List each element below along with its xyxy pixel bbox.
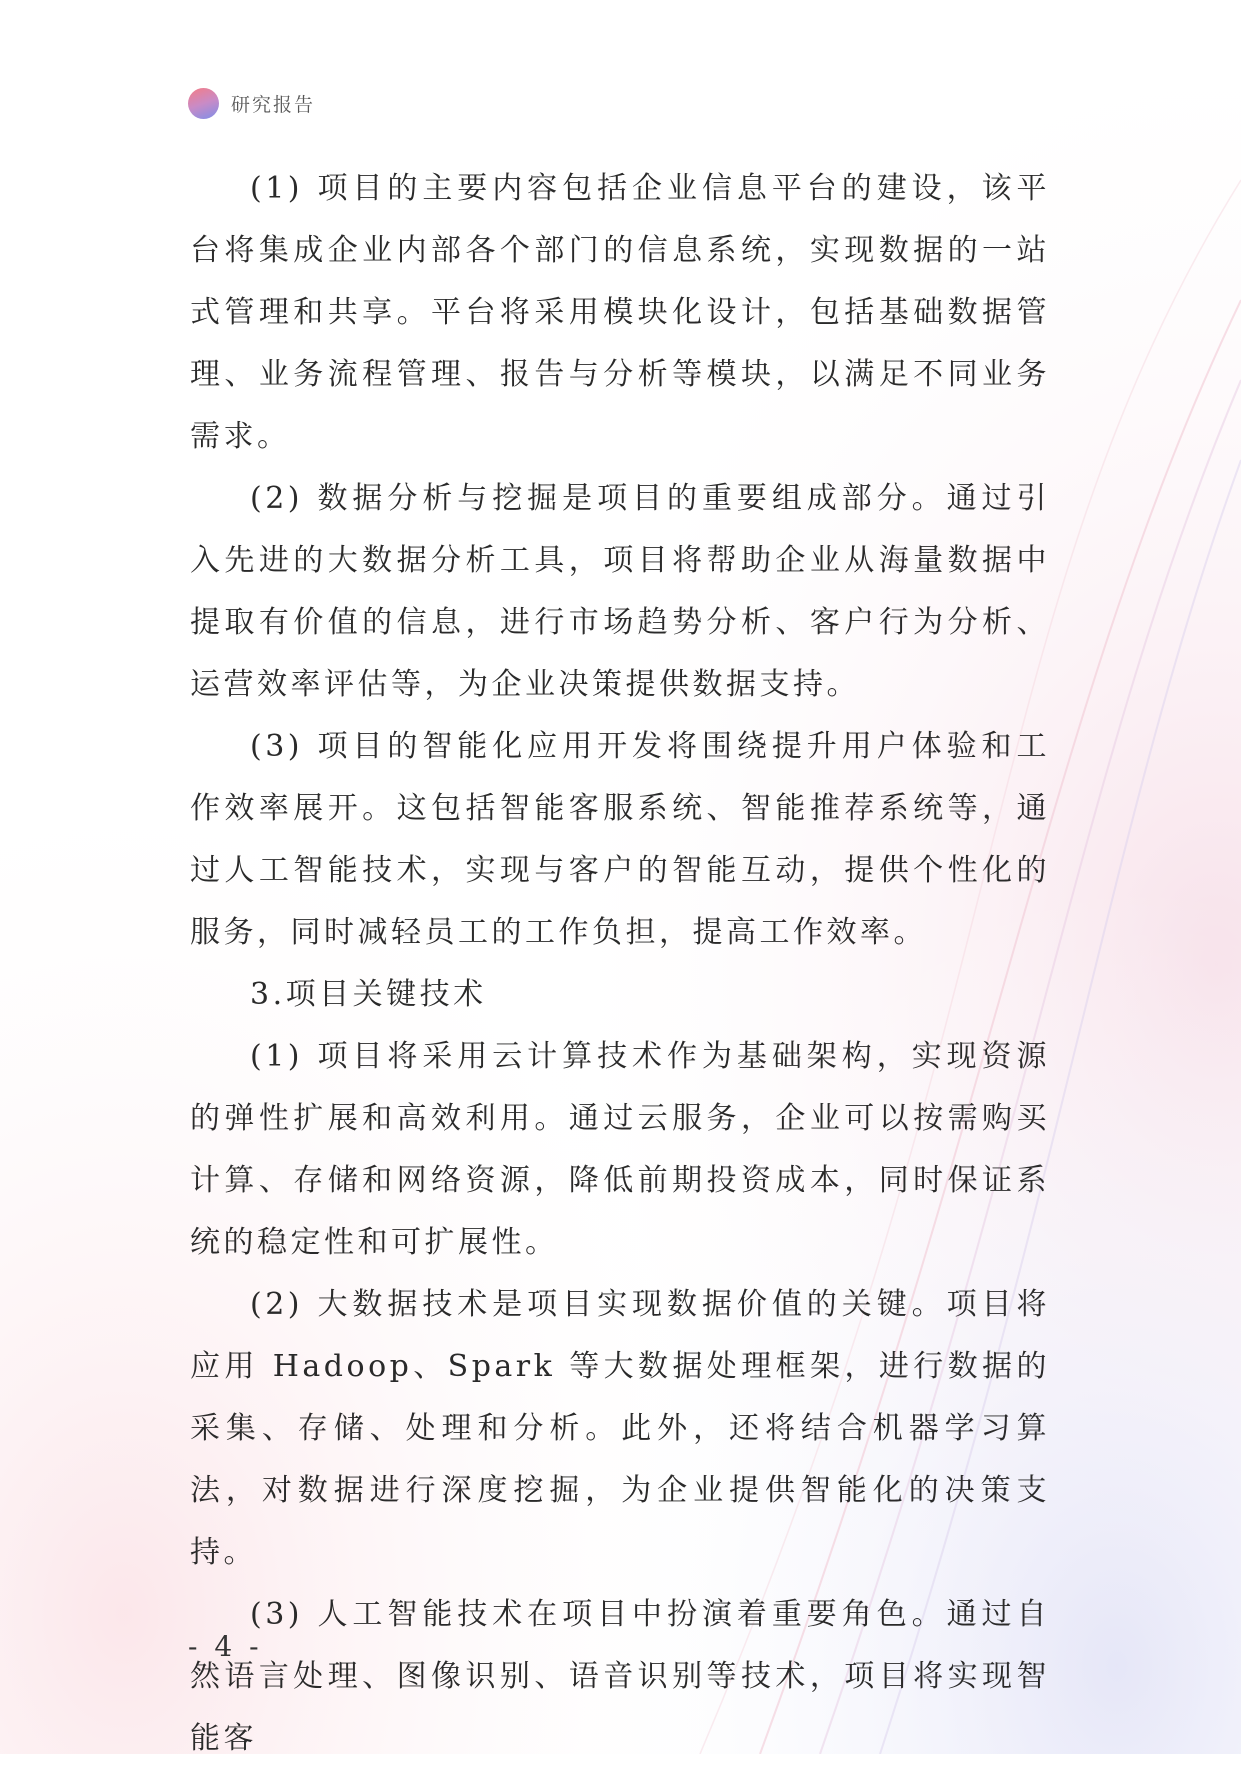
document-body	[190, 158, 1050, 1770]
section-heading: 3.项目关键技术	[250, 977, 487, 1012]
body-paragraph: (1) 项目的主要内容包括企业信息平台的建设，该平台将集成企业内部各个部门的信息系统，实现数据的一站式管理和共享。平台将采用模块化设计，包括基础数据管理、业务流程管理、报告与分析等模块，以满足不同业务需求。	[190, 171, 1050, 454]
report-header	[188, 88, 315, 119]
page-number: - 4 -	[188, 1630, 263, 1663]
body-paragraph: (3) 项目的智能化应用开发将围绕提升用户体验和工作效率展开。这包括智能客服系统、智能推荐系统等，通过人工智能技术，实现与客户的智能互动，提供个性化的服务，同时减轻员工的工作负担，提高工作效率。	[190, 729, 1050, 950]
logo-circle-icon	[188, 88, 219, 119]
header-title: 研究报告	[231, 94, 316, 116]
body-paragraph: (1) 项目将采用云计算技术作为基础架构，实现资源的弹性扩展和高效利用。通过云服务，企业可以按需购买计算、存储和网络资源，降低前期投资成本，同时保证系统的稳定性和可扩展性。	[190, 1039, 1050, 1260]
body-paragraph: (3) 人工智能技术在项目中扮演着重要角色。通过自然语言处理、图像识别、语音识别等技术，项目将实现智能客	[190, 1597, 1050, 1756]
body-paragraph: (2) 大数据技术是项目实现数据价值的关键。项目将应用 Hadoop、Spark 等大数据处理框架，进行数据的采集、存储、处理和分析。此外，还将结合机器学习算法，对数据进行深度挖掘，为企业提供智能化的决策支持。	[190, 1287, 1050, 1570]
body-paragraph: (2) 数据分析与挖掘是项目的重要组成部分。通过引入先进的大数据分析工具，项目将帮助企业从海量数据中提取有价值的信息，进行市场趋势分析、客户行为分析、运营效率评估等，为企业决策提供数据支持。	[190, 481, 1050, 702]
